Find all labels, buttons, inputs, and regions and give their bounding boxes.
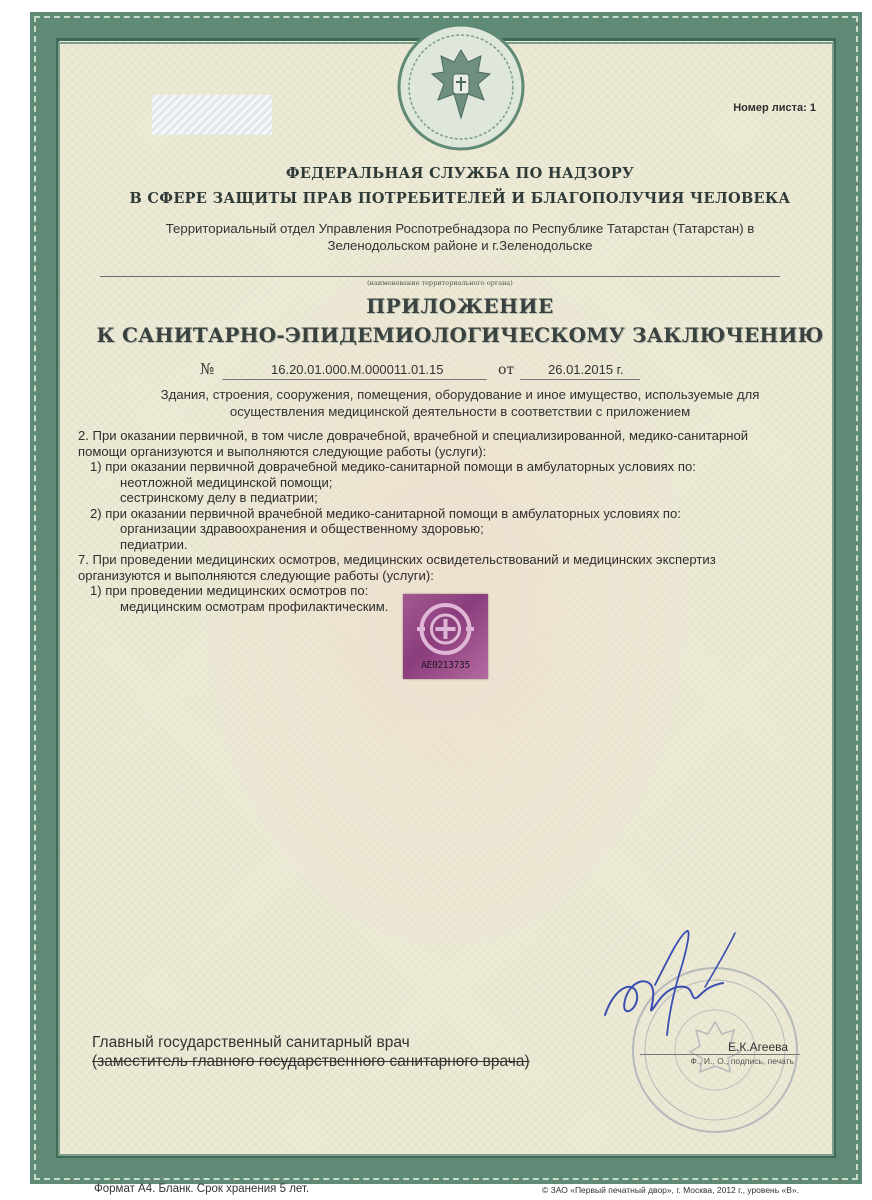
- date-label: от: [498, 362, 515, 378]
- agency-name-line1: ФЕДЕРАЛЬНАЯ СЛУЖБА ПО НАДЗОРУ: [285, 165, 635, 182]
- territorial-line1: Территориальный отдел Управления Роспотребнадзора по Республике Татарстан (Татарстан) в: [165, 221, 755, 236]
- list-item: сестринскому делу в педиатрии;: [120, 490, 318, 505]
- subject-line2: осуществления медицинской деятельности в соответствии с приложением: [229, 404, 691, 419]
- sticker-emblem-icon: [411, 600, 480, 658]
- signature-underline: [640, 1054, 800, 1055]
- list-item: организуются и выполняются следующие работы (услуги):: [78, 567, 434, 583]
- territorial-line2: Зеленодольском районе и г.Зеленодольске: [327, 238, 593, 253]
- list-item: 2. При оказании первичной, в том числе доврачебной, врачебной и специализированной, медико-санитарной: [78, 428, 749, 443]
- subject-line1: Здания, строения, сооружения, помещения, оборудование и иное имущество, используемые для: [160, 387, 760, 402]
- sheet-number: Номер листа: 1: [733, 102, 816, 114]
- conclusion-date: 26.01.2015 г.: [548, 362, 624, 377]
- list-item: 1) при проведении медицинских осмотров по:: [90, 583, 369, 598]
- list-item: помощи организуются и выполняются следующие работы (услуги):: [78, 443, 487, 459]
- territorial-underline: [100, 276, 780, 277]
- date-underline: [520, 379, 640, 380]
- territorial-body-name: [100, 220, 820, 254]
- sticker-serial-number: АЕ0213735: [421, 660, 470, 671]
- agency-name-line2: В СФЕРЕ ЗАЩИТЫ ПРАВ ПОТРЕБИТЕЛЕЙ И БЛАГОПОЛУЧИЯ ЧЕЛОВЕКА: [129, 190, 791, 207]
- footer-printer-note: © ЗАО «Первый печатный двор», г. Москва, 2012 г., уровень «В».: [542, 1185, 800, 1195]
- list-item: 1) при оказании первичной доврачебной медико-санитарной помощи в амбулаторных условиях по:: [90, 459, 696, 474]
- signature-caption: Ф., И., О., подпись, печать: [690, 1056, 794, 1066]
- footer-format-note: Формат А4. Бланк. Срок хранения 5 лет.: [94, 1183, 310, 1195]
- services-list: [78, 428, 818, 614]
- signer-name: Е.К.Агеева: [728, 1040, 789, 1054]
- list-item: 2) при оказании первичной врачебной медико-санитарной помощи в амбулаторных условиях по:: [90, 505, 681, 521]
- list-item: медицинским осмотрам профилактическим.: [120, 598, 389, 614]
- conclusion-number: 16.20.01.000.М.000011.01.15: [271, 362, 444, 377]
- list-item: неотложной медицинской помощи;: [120, 474, 333, 490]
- handwritten-signature: [595, 925, 755, 1045]
- holographic-sticker: [403, 594, 488, 679]
- territorial-caption: (наименование территориального органа): [367, 279, 513, 287]
- subject-description: [100, 386, 820, 420]
- signer-deputy-position: (заместитель главного государственного санитарного врача): [92, 1053, 530, 1070]
- conclusion-number-line: [200, 360, 660, 380]
- document-title-line2: К САНИТАРНО-ЭПИДЕМИОЛОГИЧЕСКОМУ ЗАКЛЮЧЕНИЮ: [96, 323, 824, 347]
- signer-position: Главный государственный санитарный врач: [92, 1034, 410, 1051]
- list-item: педиатрии.: [120, 536, 188, 552]
- hologram-strip: [152, 95, 272, 135]
- document-title-line1: ПРИЛОЖЕНИЕ: [366, 294, 554, 318]
- list-item: 7. При проведении медицинских осмотров, медицинских освидетельствований и медицинских экспертиз: [78, 552, 716, 567]
- number-underline: [222, 379, 487, 380]
- list-item: организации здравоохранения и общественному здоровью;: [120, 521, 484, 536]
- number-label: №: [200, 360, 215, 378]
- double-headed-eagle-emblem-icon: [396, 22, 526, 152]
